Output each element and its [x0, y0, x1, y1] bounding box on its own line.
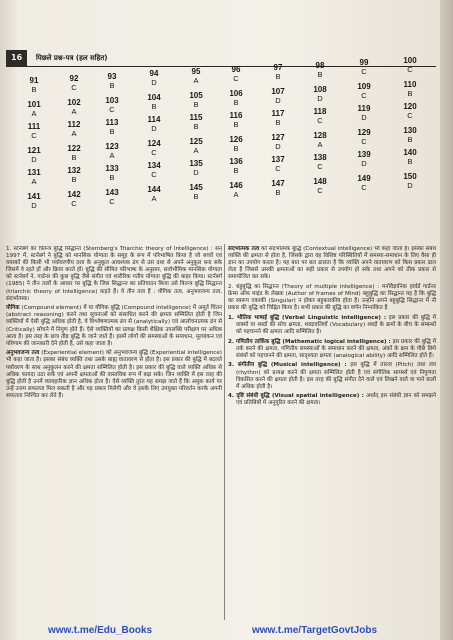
question-number: 113 [105, 117, 119, 127]
answer-letter: D [193, 168, 199, 178]
question-number: 149 [357, 174, 371, 184]
question-number: 112 [67, 119, 81, 129]
answer-item [308, 153, 332, 171]
question-number: 96 [231, 65, 241, 74]
question-number: 100 [403, 56, 417, 66]
answer-letter: D [275, 95, 281, 105]
question-number: 103 [105, 95, 119, 105]
answer-letter: D [31, 201, 37, 210]
answer-item [266, 87, 290, 105]
question-number: 120 [403, 102, 417, 112]
answer-item [62, 144, 86, 162]
answer-item [142, 161, 166, 179]
answer-letter: B [407, 135, 413, 145]
answer-letter: D [317, 93, 323, 103]
answer-item [184, 67, 208, 85]
answer-item [352, 128, 376, 146]
term-compound: यौगिक [6, 305, 20, 312]
question-number: 93 [107, 71, 117, 81]
answer-letter: D [151, 78, 157, 88]
answer-item [22, 100, 46, 118]
answer-letter: C [71, 198, 77, 208]
answer-item [100, 188, 124, 206]
question-number: 111 [27, 122, 41, 131]
answer-item [308, 85, 332, 103]
question-number: 121 [27, 146, 41, 155]
answer-letter: B [233, 120, 239, 129]
answer-letter: D [361, 159, 367, 169]
answer-item [22, 192, 46, 210]
answer-letter: A [317, 139, 323, 149]
answer-item [142, 139, 166, 157]
answer-item [142, 69, 166, 87]
page-header-title: पिछले प्रश्न-पत्र (हल सहित) [35, 54, 108, 62]
answer-letter: D [151, 124, 157, 134]
question-number: 134 [147, 161, 161, 171]
answer-item [100, 142, 124, 160]
answer-letter: C [407, 111, 413, 121]
answer-item [266, 109, 290, 127]
question-number: 94 [149, 69, 159, 79]
answer-letter: C [361, 137, 367, 147]
answer-item [22, 146, 46, 164]
question-number: 91 [29, 76, 39, 85]
question-number: 124 [147, 139, 161, 149]
page-number: 16 [6, 50, 27, 66]
question-number: 129 [357, 128, 371, 138]
question-number: 95 [191, 67, 201, 77]
answer-item [224, 65, 248, 83]
explanation-multiple-intelligence: 2. बहुबुद्धि का सिद्धान्त (Theory of multiple intelligence) : मनोवैज्ञानिक हार्वर्ड गार्डनर फ्रेम्स ऑफ माइंड के लेखक (Author of frames of Mind) बहुबुद्धि का सिद्धान्त यह है कि बुद्धि का स्वरूप एकाकी (Singular) न होकर बहुकारकीय होता है। उन्होंने अपने बहुबुद्धि सिद्धान्त में नौ प्रकार की बुद्धि को चिह्नित किया है। सभी प्रकार की बुद्धि का वर्णन निम्नांकित है [228, 283, 436, 312]
answer-letter: C [71, 82, 77, 92]
answer-letter: B [407, 89, 413, 99]
answer-letter: B [109, 80, 115, 90]
answer-letter: B [151, 102, 157, 112]
answer-item [266, 179, 290, 197]
question-number: 109 [357, 82, 371, 92]
question-number: 117 [271, 108, 285, 118]
answer-item [398, 80, 422, 98]
answer-item [224, 135, 248, 153]
answer-item [224, 157, 248, 175]
answer-item [352, 82, 376, 100]
question-number: 136 [229, 157, 243, 166]
answer-key-grid [0, 0, 453, 240]
answer-item [62, 74, 86, 92]
answer-item [352, 174, 376, 192]
answer-letter: B [275, 187, 281, 197]
question-number: 105 [189, 91, 203, 101]
question-number: 92 [69, 73, 79, 83]
left-column [6, 246, 222, 620]
answer-letter: B [233, 166, 239, 175]
question-number: 108 [313, 84, 327, 94]
answer-item [308, 131, 332, 149]
question-number: 102 [67, 97, 81, 107]
question-number: 110 [403, 80, 417, 90]
answer-letter: B [109, 126, 115, 136]
answer-item [266, 133, 290, 151]
question-number: 128 [313, 130, 327, 140]
footer-link-right[interactable]: www.t.me/TargetGovtJobs [252, 625, 378, 636]
question-number: 131 [27, 168, 41, 177]
answer-letter: C [361, 183, 367, 193]
answer-item [308, 107, 332, 125]
answer-item [22, 122, 46, 140]
question-number: 123 [105, 141, 119, 151]
answer-letter: B [275, 71, 281, 81]
question-number: 115 [189, 113, 203, 123]
answer-letter: B [233, 98, 239, 107]
question-number: 126 [229, 135, 243, 144]
answer-letter: C [151, 148, 157, 158]
answer-item [62, 190, 86, 208]
question-number: 148 [313, 176, 327, 186]
term-experiential: अनुभवजन्य तत्व [6, 350, 40, 357]
question-number: 144 [147, 185, 161, 195]
question-number: 143 [105, 187, 119, 197]
answer-item [398, 56, 422, 74]
question-number: 118 [313, 106, 327, 116]
question-number: 107 [271, 86, 285, 96]
answer-letter: A [193, 76, 199, 86]
answer-item [352, 58, 376, 76]
list-item-mathematical: 2. गणितीय तार्किक बुद्धि (Mathematic logical intelligence) : इस प्रकार की बुद्धि में तर्क करने की क्षमता, गणितीय समस्याओं के समाधान करने की क्षमता, अंकों के क्रम के पीछे छिपे संबंधों को पहचानने की क्षमता, सादृश्यता क्षमता (analogical ability) आदि सम्मिलित होते हैं। [228, 338, 436, 359]
answer-item [308, 177, 332, 195]
answer-item [142, 185, 166, 203]
answer-letter: C [317, 185, 323, 195]
question-number: 138 [313, 152, 327, 162]
answer-letter: C [317, 161, 323, 171]
answer-letter: C [361, 91, 367, 101]
answer-letter: C [275, 163, 281, 173]
answer-letter: A [193, 146, 199, 156]
answer-letter: C [233, 74, 239, 83]
answer-item [184, 159, 208, 177]
question-number: 133 [105, 163, 119, 173]
question-number: 119 [357, 104, 371, 114]
footer-links [0, 622, 453, 640]
answer-item [62, 98, 86, 116]
answer-letter: D [31, 155, 37, 164]
answer-item [100, 96, 124, 114]
question-number: 125 [189, 137, 203, 147]
right-column [228, 246, 436, 620]
question-number: 122 [67, 143, 81, 153]
answer-item [184, 137, 208, 155]
answer-letter: B [109, 172, 115, 182]
question-number: 140 [403, 148, 417, 158]
question-number: 137 [271, 154, 285, 164]
answer-letter: B [275, 117, 281, 127]
question-number: 141 [27, 192, 41, 201]
list-item-verbal: 1. भौतिक भाषाई बुद्धि (Verbal Linguistic intelligence) : इस प्रकार की बुद्धि में वाक्यों या शब्दों की सोच क्षमता, शब्दावलियों (Vocabulary) शब्दों के क्रमों के बीच के सम्बन्धों को पहचानने की क्षमता आदि सम्मिलित है। [228, 314, 436, 336]
answer-item [266, 155, 290, 173]
answer-letter: C [31, 131, 37, 140]
answer-item [22, 168, 46, 186]
question-number: 97 [273, 62, 283, 72]
answer-item [142, 115, 166, 133]
answer-letter: A [31, 177, 37, 186]
answer-item [22, 76, 46, 94]
answer-item [100, 164, 124, 182]
answer-letter: A [233, 190, 239, 199]
question-number: 99 [359, 58, 369, 68]
explanation-contextual: संदर्भात्मक तत्व को संदर्भात्मक बुद्धि (Contextual intelligence) भी कहा जाता है। इसका संबंध व्यक्ति की क्षमता से होता है, जिसके द्वारा वह विशिष्ट परिस्थितियों में समस्या-समाधान के लिए वैसा ही ज्ञान का उपयोग करता है। यह बात पर बल डालता है कि व्यक्ति अपने वातावरण को किस प्रकार ढाल लेता है जिससे उसकी क्षमताओं का सही प्रकार से उपयोग हो सके तथा अपने को ठीक प्रकार से समायोजित कर सके। [228, 246, 436, 281]
answer-letter: D [275, 141, 281, 151]
answer-item [224, 181, 248, 199]
answer-letter: A [109, 150, 115, 160]
answer-letter: B [71, 174, 77, 184]
answer-letter: A [71, 106, 77, 116]
answer-letter: A [71, 128, 77, 138]
answer-item [398, 102, 422, 120]
answer-letter: C [151, 170, 157, 180]
answer-item [62, 120, 86, 138]
answer-item [398, 148, 422, 166]
answer-letter: B [31, 85, 37, 94]
answer-item [224, 89, 248, 107]
question-number: 150 [403, 172, 417, 182]
answer-letter: B [193, 192, 199, 202]
question-number: 145 [189, 183, 203, 193]
question-number: 127 [271, 132, 285, 142]
answer-item [266, 63, 290, 81]
answer-letter: D [361, 113, 367, 123]
answer-letter: B [317, 69, 323, 79]
answer-item [224, 111, 248, 129]
answer-item [100, 72, 124, 90]
answer-item [184, 91, 208, 109]
question-number: 130 [403, 126, 417, 136]
question-number: 147 [271, 178, 285, 188]
answer-letter: B [71, 152, 77, 162]
answer-item [308, 61, 332, 79]
term-contextual: संदर्भात्मक तत्व [228, 246, 260, 252]
answer-letter: C [109, 196, 115, 206]
question-number: 106 [229, 89, 243, 98]
answer-item [100, 118, 124, 136]
footer-link-left[interactable]: www.t.me/Edu_Books [48, 625, 153, 636]
list-item-visual: 4. दृष्टि संबंधी बुद्धि (Visual spatial intelligence) : अर्थात् इस संबंधी ज्ञान को समझने एवं प्रतिबिंबों में अनुपूरित करने की क्षमता। [228, 393, 436, 407]
column-divider [224, 244, 225, 620]
question-number: 104 [147, 93, 161, 103]
answer-letter: C [361, 67, 367, 77]
answer-item [352, 150, 376, 168]
question-number: 146 [229, 181, 243, 190]
question-number: 116 [229, 111, 243, 120]
explanation-experiential: अनुभवजन्य तत्व (Experiential element) को अनुभवजन्य बुद्धि (Experiential intelligence) भी कहा जाता है। इसका संबंध व्यक्ति तथा उसके बाह्य वातावरण से होता है। इस प्रकार की बुद्धि में बदलते पर्यावरण के साथ अनुकूलन करने की क्षमता सम्मिलित होती है। इस प्रकार की बुद्धि वाले व्यक्ति अधिक से अधिक फायदा उठा सकें एवं अपनी क्षमताओं की वास्तविक रूप में बढ़ा सके। जिन व्यक्ति में इस तरह की बुद्धि होती है उनमें व्यावहारिक ज्ञान अधिक होता है। ऐसे व्यक्ति तुरंत यह समझ जाते हैं कि अमुक कार्य पर उन्हें उत्तम सफलता मिल सकती है और यह प्रकार मिलेगी और वे इसके लिए उपयुक्त परिवर्तन करके अपनी सफलता निश्चित कर लेते हैं। [6, 350, 222, 399]
question-number: 114 [147, 115, 161, 125]
answer-letter: C [407, 65, 413, 75]
answer-letter: B [233, 144, 239, 153]
question-number: 139 [357, 150, 371, 160]
question-number: 98 [315, 60, 325, 70]
answer-letter: D [407, 181, 413, 191]
answer-letter: C [317, 115, 323, 125]
answer-item [184, 183, 208, 201]
question-number: 142 [67, 189, 81, 199]
answer-letter: C [109, 104, 115, 114]
question-number: 135 [189, 159, 203, 169]
list-item-musical: 3. संगीतीय बुद्धि (Musical intelligence) : इस बुद्धि में तारत्व (Pitch) तथा लय (rhythm) को प्रत्यक्ष करने की क्षमता सम्मिलित होती है एवं संगीतिक सामर्थ्य एवं निपुणता विकसित करने की क्षमता होती है। इस तरह की बुद्धि संगीत देने वाले एवं लिखने वाले या गाने वालों में अधिक होती है। [228, 362, 436, 390]
answer-item [352, 104, 376, 122]
answer-letter: B [407, 157, 413, 167]
answer-item [62, 166, 86, 184]
answer-letter: B [193, 122, 199, 132]
answer-item [398, 126, 422, 144]
answer-letter: B [193, 100, 199, 110]
answer-letter: A [31, 109, 37, 118]
answer-item [142, 93, 166, 111]
answer-letter: A [151, 194, 157, 204]
page-edge-shadow [440, 0, 453, 640]
question-number: 101 [27, 100, 41, 109]
question-number: 132 [67, 165, 81, 175]
answer-item [184, 113, 208, 131]
answer-item [398, 172, 422, 190]
explanation-sternberg: 1. स्टर्नबर्ग का त्रितन्त्र बुद्धि सिद्धान्त (Sternberg's Triarchic theory of Intelligence) : सन् 1997 में, स्टर्नबर्ग ने बुद्धि को मानसिक योग्यता के समूह के रूप में परिभाषित किया है जो बच्चों एवं वयस्कों की किसी भी पर्यावरणीय दशा के अनुकूल आवश्यक ढंग से उस दशा से अपने अनुकूल बना सके जिसमें वे रहते हों और क्रिया करते हों। बुद्धि की सीमित परिभाषा के अनुसार, सार्वभौमिक मानसिक योग्यता को स्टर्नबर्ग ने, गार्डनर की कुछ बुद्धि जैसे संगीत एवं शारीरिक गतीय योग्यता बुद्धि की बाहर किया। स्टर्नबर्ग (1985) ने तीन तत्वों के आधार पर बुद्धि के जिस सिद्धान्त का प्रतिपादन किया उसे त्रितन्त्र बुद्धि सिद्धान्त (triarchic theory of Intelligence) कहते हैं। ये तीन तत्व हैं : यौगिक तत्व, अनुभवजन्य तत्व, संदर्भात्मक। [6, 246, 222, 302]
explanation-compound: यौगिक (Compound element) में या यौगिक बुद्धि (Compound intelligence) में अमूर्त चिंतन (abstract reasoning) करने तथा सूचनाओं को संसाधित करने की क्षमता सम्मिलित होती है जिन व्यक्तियों में ऐसी बुद्धि अधिक होती है, वे विश्लेषणात्मक ढंग से (analytically) एवं आलोचनात्मक ढंग से (Critically) सोचने में निपुण होते हैं। ऐसे व्यक्तियों का प्रत्यक्ष किसी शैक्षिक उपलब्धि परीक्षण पर अधिक आता है। इस तरह के छात्र तीव्र बुद्धि के जाने जाते हैं। इसमें लोगों की समस्याओं के समाधान, मूल्यांकन एवं परिणाम की जानकारी देने होती है, उसे कहा जाता है। [6, 305, 222, 347]
